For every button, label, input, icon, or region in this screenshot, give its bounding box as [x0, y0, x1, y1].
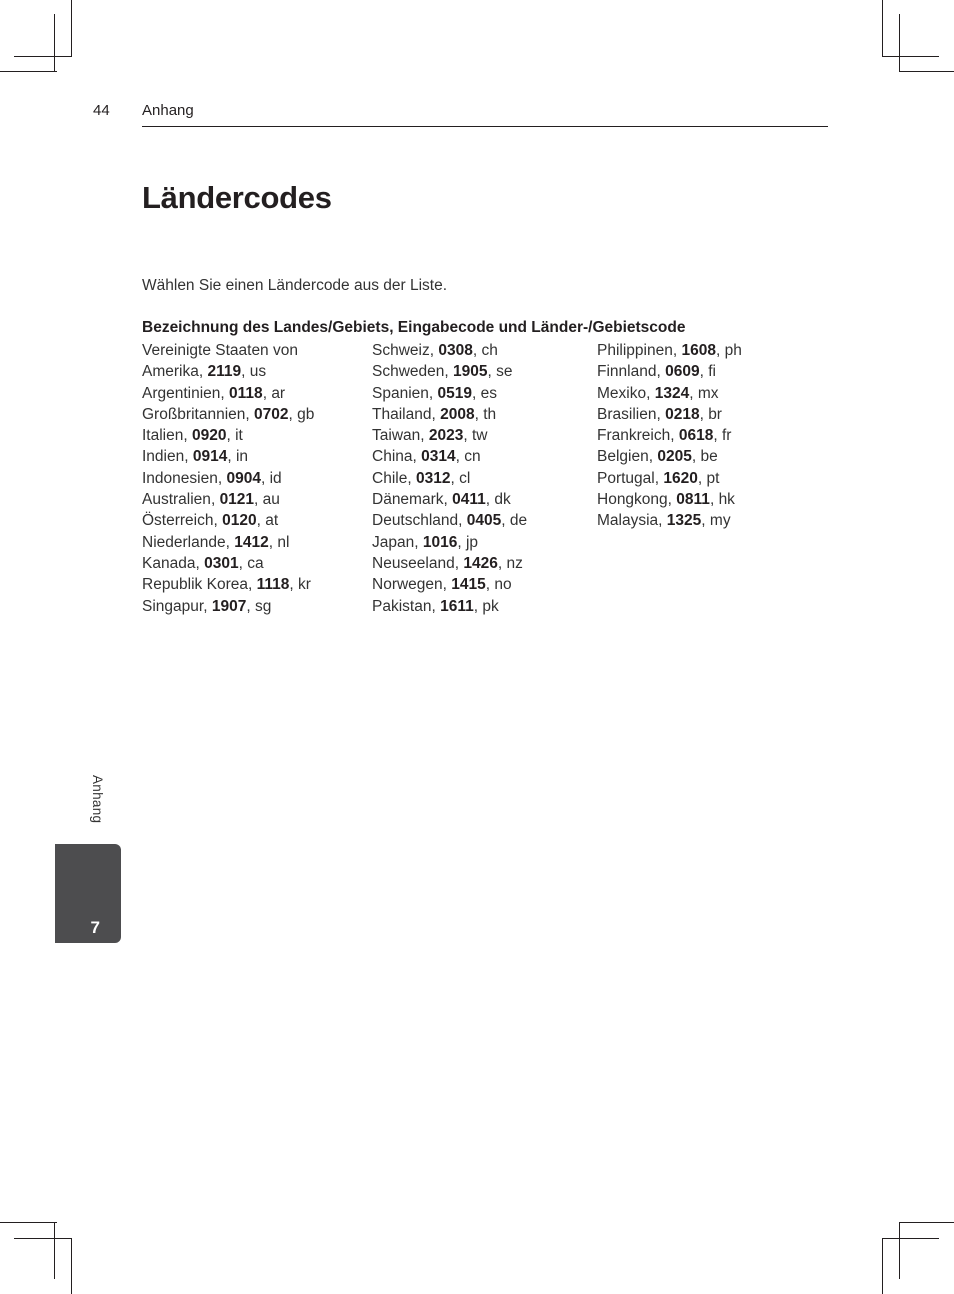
country-abbr: au: [262, 491, 280, 509]
list-heading: Bezeichnung des Landes/Gebiets, Eingabecode und Länder-/Gebietscode: [142, 319, 686, 336]
country-name: Neuseeland: [372, 554, 455, 572]
crop-mark: [0, 1222, 57, 1223]
country-name: Brasilien: [597, 405, 657, 423]
code: 0301: [204, 554, 239, 572]
country-entry: Indien, 0914, in: [142, 448, 249, 466]
country-entry: Portugal, 1620, pt: [597, 469, 720, 487]
country-column-2: [372, 340, 587, 617]
country-name: Dänemark: [372, 491, 444, 509]
code: 2008: [440, 405, 475, 423]
code: 1905: [453, 363, 488, 381]
crop-mark: [899, 14, 900, 71]
country-name: Vereinigte Staaten von Amerika: [142, 342, 298, 381]
country-abbr: fr: [721, 427, 732, 445]
country-abbr: my: [709, 512, 731, 530]
header-rule: [142, 126, 828, 127]
country-abbr: dk: [494, 491, 511, 509]
country-name: Philippinen: [597, 342, 673, 359]
code: 0811: [676, 491, 710, 509]
crop-mark: [71, 1238, 72, 1294]
country-entry: Spanien, 0519, es: [372, 384, 497, 402]
country-name: Hongkong: [597, 491, 668, 509]
code: 0121: [219, 491, 255, 509]
country-entry: Mexiko, 1324, mx: [597, 384, 719, 402]
country-name: Norwegen: [372, 576, 443, 594]
country-entry: Indonesien, 0904, id: [142, 469, 282, 487]
country-entry: Australien, 0121, au: [142, 491, 280, 509]
code: 0405: [466, 512, 502, 530]
country-abbr: hk: [718, 491, 735, 509]
code: 0904: [226, 469, 261, 487]
country-abbr: at: [265, 512, 279, 530]
country-abbr: gb: [297, 405, 315, 423]
country-name: Republik Korea: [142, 576, 248, 594]
crop-mark: [882, 1238, 883, 1294]
code: 1412: [234, 533, 269, 551]
country-entry: Vereinigte Staaten von Amerika, 2119, us: [142, 340, 357, 383]
crop-mark: [54, 14, 55, 71]
code: 1324: [654, 384, 690, 402]
country-entry: Malaysia, 1325, my: [597, 512, 731, 530]
page-title: Ländercodes: [142, 180, 332, 215]
country-entry: Chile, 0312, cl: [372, 469, 471, 487]
country-name: Malaysia: [597, 512, 659, 530]
country-entry: Kanada, 0301, ca: [142, 554, 264, 572]
crop-mark: [14, 1238, 71, 1239]
country-name: Kanada: [142, 554, 196, 572]
country-name: Australien: [142, 491, 211, 509]
code: 0120: [222, 512, 257, 530]
country-name: Argentinien: [142, 384, 221, 402]
country-entry: Hongkong, 0811, hk: [597, 491, 735, 509]
country-abbr: es: [480, 384, 497, 402]
country-name: Pakistan: [372, 597, 432, 615]
country-entry: Belgien, 0205, be: [597, 448, 718, 466]
code: 1118: [256, 576, 290, 594]
country-entry: Norwegen, 1415, no: [372, 576, 512, 594]
code: 1620: [663, 469, 698, 487]
country-abbr: sg: [254, 597, 272, 615]
country-entry: Österreich, 0120, at: [142, 512, 279, 530]
code: 1907: [211, 597, 247, 615]
crop-mark: [882, 1238, 939, 1239]
country-name: China: [372, 448, 413, 466]
country-entry: Großbritannien, 0702, gb: [142, 405, 315, 423]
country-entry: Taiwan, 2023, tw: [372, 427, 488, 445]
country-entry: Singapur, 1907, sg: [142, 597, 272, 615]
country-name: Taiwan: [372, 427, 421, 445]
country-name: Niederlande: [142, 533, 226, 551]
country-entry: Brasilien, 0218, br: [597, 405, 722, 423]
code: 0609: [665, 363, 700, 381]
country-abbr: pk: [482, 597, 499, 615]
code: 0308: [438, 342, 473, 359]
code: 0118: [229, 384, 263, 402]
code: 2119: [207, 363, 242, 381]
code: 1325: [666, 512, 702, 530]
code: 0411: [452, 491, 486, 509]
code: 0205: [657, 448, 692, 466]
country-entry: Republik Korea, 1118, kr: [142, 576, 311, 594]
code: 0312: [415, 469, 451, 487]
country-name: Portugal: [597, 469, 655, 487]
country-abbr: no: [494, 576, 512, 594]
country-abbr: nl: [277, 533, 290, 551]
country-abbr: pt: [706, 469, 720, 487]
country-abbr: cn: [464, 448, 481, 466]
country-abbr: ar: [271, 384, 286, 402]
page-number: 44: [93, 102, 110, 119]
crop-mark: [882, 56, 939, 57]
country-name: Schweden: [372, 363, 445, 381]
chapter-number: 7: [90, 918, 100, 937]
country-entry: Dänemark, 0411, dk: [372, 491, 511, 509]
country-abbr: br: [708, 405, 722, 423]
crop-mark: [899, 71, 954, 72]
country-column-3: [597, 340, 812, 532]
country-abbr: se: [496, 363, 513, 381]
country-entry: Philippinen, 1608, ph: [597, 342, 742, 359]
country-abbr: ch: [481, 342, 498, 359]
country-entry: Deutschland, 0405, de: [372, 512, 528, 530]
country-name: Mexiko: [597, 384, 647, 402]
country-entry: China, 0314, cn: [372, 448, 481, 466]
crop-mark: [899, 1222, 954, 1223]
crop-mark: [71, 0, 72, 57]
side-tab-label: Anhang: [90, 775, 105, 824]
code: 2023: [428, 427, 464, 445]
country-name: Chile: [372, 469, 408, 487]
country-entry: Niederlande, 1412, nl: [142, 533, 290, 551]
country-abbr: th: [483, 405, 497, 423]
country-entry: Italien, 0920, it: [142, 427, 243, 445]
country-abbr: in: [235, 448, 249, 466]
country-abbr: cl: [459, 469, 471, 487]
country-name: Italien: [142, 427, 184, 445]
country-abbr: be: [700, 448, 718, 466]
code: 1415: [451, 576, 486, 594]
country-entry: Neuseeland, 1426, nz: [372, 554, 523, 572]
country-name: Thailand: [372, 405, 432, 423]
country-entry: Schweden, 1905, se: [372, 363, 513, 381]
code: 1016: [422, 533, 458, 551]
country-name: Indonesien: [142, 469, 218, 487]
country-entry: Thailand, 2008, th: [372, 405, 497, 423]
country-abbr: nz: [506, 554, 523, 572]
country-name: Spanien: [372, 384, 429, 402]
code: 0618: [678, 427, 714, 445]
country-column-1: [142, 340, 357, 617]
code: 0920: [192, 427, 227, 445]
country-abbr: mx: [697, 384, 719, 402]
country-entry: Japan, 1016, jp: [372, 533, 479, 551]
country-entry: Finnland, 0609, fi: [597, 363, 716, 381]
country-name: Deutschland: [372, 512, 459, 530]
country-entry: Frankreich, 0618, fr: [597, 427, 732, 445]
section-label: Anhang: [142, 102, 194, 119]
country-name: Finnland: [597, 363, 657, 381]
country-abbr: de: [509, 512, 528, 530]
country-abbr: tw: [471, 427, 488, 445]
country-name: Belgien: [597, 448, 649, 466]
country-name: Österreich: [142, 512, 214, 530]
country-name: Japan: [372, 533, 415, 551]
code: 1426: [463, 554, 498, 572]
country-name: Großbritannien: [142, 405, 246, 423]
code: 1608: [681, 342, 716, 359]
country-abbr: fi: [708, 363, 716, 381]
intro-text: Wählen Sie einen Ländercode aus der Liste.: [142, 277, 448, 294]
country-abbr: jp: [465, 533, 479, 551]
code: 0914: [192, 448, 228, 466]
chapter-tab: [55, 844, 121, 943]
crop-mark: [14, 56, 71, 57]
country-name: Singapur: [142, 597, 204, 615]
country-abbr: ca: [247, 554, 264, 572]
crop-mark: [899, 1222, 900, 1279]
code: 0519: [437, 384, 472, 402]
code: 0702: [254, 405, 289, 423]
country-entry: Pakistan, 1611, pk: [372, 597, 499, 615]
code: 0314: [421, 448, 456, 466]
country-abbr: ph: [724, 342, 742, 359]
country-abbr: id: [269, 469, 282, 487]
crop-mark: [0, 71, 57, 72]
country-entry: Argentinien, 0118, ar: [142, 384, 286, 402]
crop-mark: [54, 1222, 55, 1279]
country-name: Frankreich: [597, 427, 671, 445]
country-abbr: us: [249, 363, 267, 381]
code: 0218: [665, 405, 700, 423]
country-abbr: it: [235, 427, 243, 445]
crop-mark: [882, 0, 883, 57]
country-abbr: kr: [298, 576, 311, 594]
country-entry: Schweiz, 0308, ch: [372, 342, 498, 359]
country-name: Schweiz: [372, 342, 430, 359]
code: 1611: [440, 597, 474, 615]
country-name: Indien: [142, 448, 185, 466]
